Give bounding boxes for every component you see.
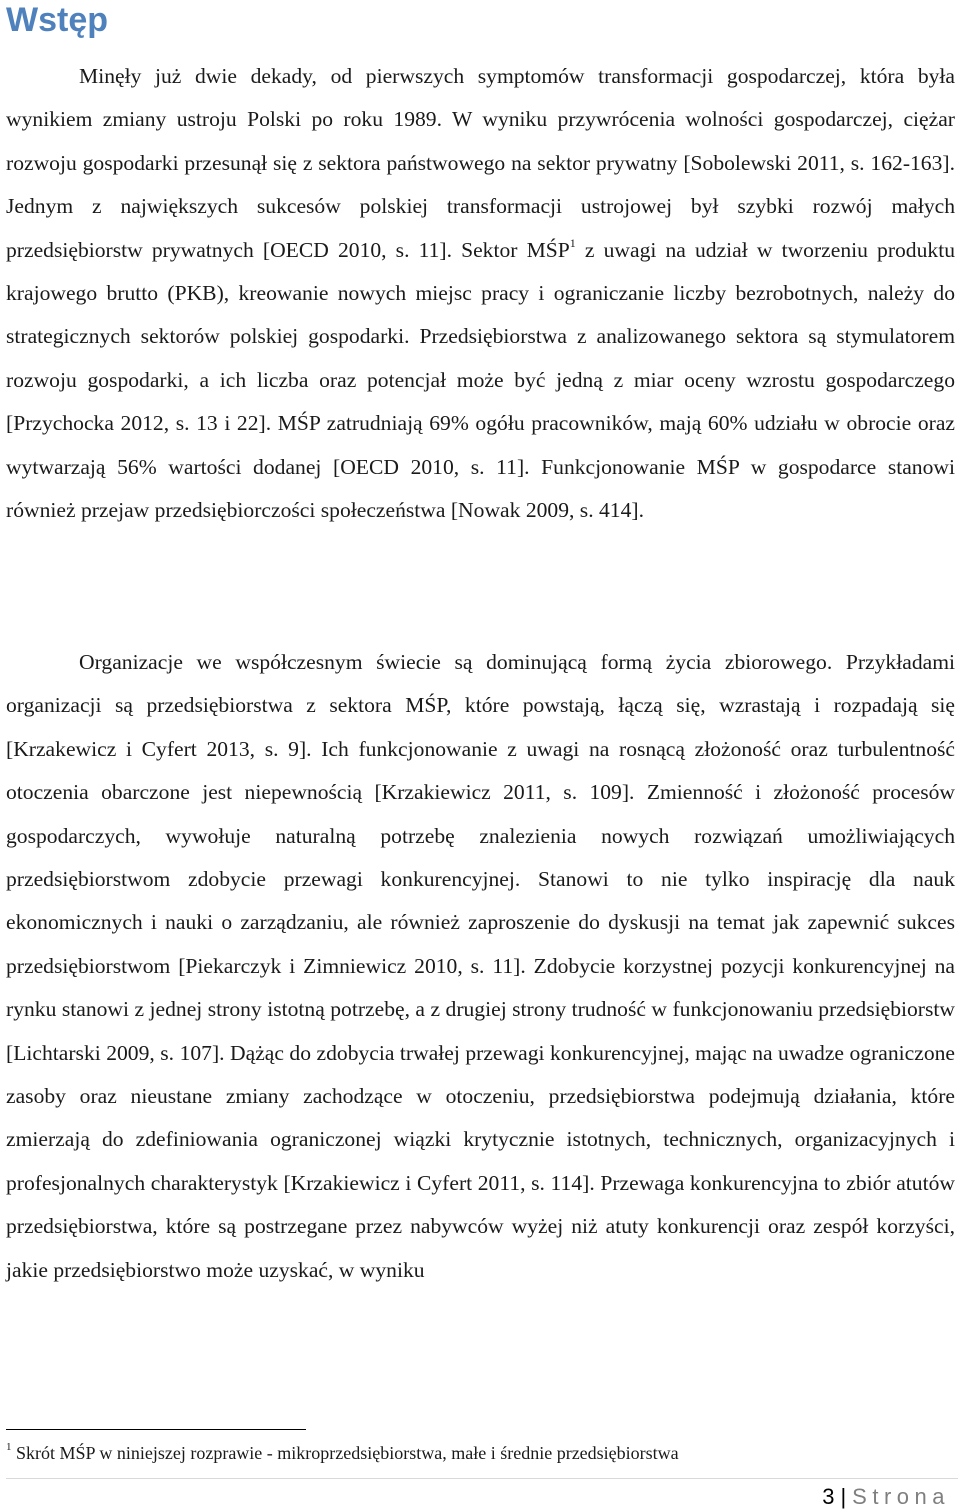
paragraph-2: Organizacje we współczesnym świecie są dominującą formą życia zbiorowego. Przykładami organizacji są przedsiębiorstwa z sektora MŚP, które powstają, łączą się, wzrastają i rozpadają się [Krzakewicz i Cyfert 2013, s. 9]. Ich funkcjonowanie z uwagi na rosnącą złożoność oraz turbulentność otoczenia obarczone jest niepewnością [Krzakiewicz 2011, s. 109]. Zmienność i złożoność procesów gospodarczych, wywołuje naturalną potrzebę znalezienia nowych rozwiązań umożliwiających przedsiębiorstwom zdobycie przewagi konkurencyjnej. Stanowi to nie tylko inspirację dla nauk ekonomicznych i nauki o zarządzaniu, ale również zaproszenie do dyskusji na temat jak zapewnić sukces przedsiębiorstwom [Piekarczyk i Zimniewicz 2010, s. 11]. Zdobycie korzystnej pozycji konkurencyjnej na rynku stanowi z jednej strony istotną potrzebę, a z drugiej strony trudność w funkcjonowaniu przedsiębiorstw [Lichtarski 2009, s. 107]. Dążąc do zdobycia trwałej przewagi konkurencyjnej, mając na uwadze ograniczone zasoby oraz nieustane zmiany zachodzące w otoczeniu, przedsiębiorstwa podejmują działania, które zmierzają do zdefiniowania ograniczonej wiązki krytycznie istotnych, technicznych, organizacyjnych i profesjonalnych charakterystyk [Krzakiewicz i Cyfert 2011, s. 114]. Przewaga konkurencyjna to zbiór atutów przedsiębiorstwa, które są postrzegane przez nabywców wyżej niż atuty konkurencji oraz zespół korzyści, jakie przedsiębiorstwo może uzyskać, w wyniku — [6, 650, 955, 1282]
section-heading: Wstęp — [6, 1, 108, 39]
page-number: 3 — [822, 1484, 835, 1509]
page-label: Strona — [852, 1484, 950, 1509]
footnote-text: Skrót MŚP w niniejszej rozprawie - mikroprzedsiębiorstwa, małe i średnie przedsiębiorstwa — [11, 1443, 679, 1463]
footnote — [6, 1436, 955, 1470]
paragraph-1-text-b: z uwagi na udział w tworzeniu produktu krajowego brutto (PKB), kreowanie nowych miejsc pracy i ograniczanie liczby bezrobotnych, należy do strategicznych sektorów polskiej gospodarki. Przedsiębiorstwa z analizowanego sektora są stymulatorem rozwoju gospodarki, a ich liczba oraz potencjał może być jedną z miar oceny wzrostu gospodarczego [Przychocka 2012, s. 13 i 22]. MŚP zatrudniają 69% ogółu pracowników, mają 60% udziału w obrocie oraz wytwarzają 56% wartości dodanej [OECD 2010, s. 11]. Funkcjonowanie MŚP w gospodarce stanowi również przejaw przedsiębiorczości społeczeństwa [Nowak 2009, s. 414]. — [6, 237, 955, 523]
footnote-separator — [6, 1429, 306, 1430]
footnote-number: 1 — [6, 1441, 12, 1453]
paragraph-1-text-a: Minęły już dwie dekady, od pierwszych symptomów transformacji gospodarczej, która była wynikiem zmiany ustroju Polski po roku 1989. W wyniku przywrócenia wolności gospodarczej, ciężar rozwoju gospodarki przesunął się z sektora państwowego na sektor prywatny [Sobolewski 2011, s. 162-163]. Jednym z największych sukcesów polskiej transformacji ustrojowej był szybki rozwój małych przedsiębiorstw prywatnych [OECD 2010, s. 11]. Sektor MŚP — [6, 64, 955, 262]
paragraph-1 — [6, 55, 955, 532]
page-footer — [822, 1482, 950, 1512]
footer-divider — [6, 1478, 958, 1479]
footnote-reference[interactable]: 1 — [569, 235, 576, 250]
footer-separator: | — [840, 1484, 847, 1509]
